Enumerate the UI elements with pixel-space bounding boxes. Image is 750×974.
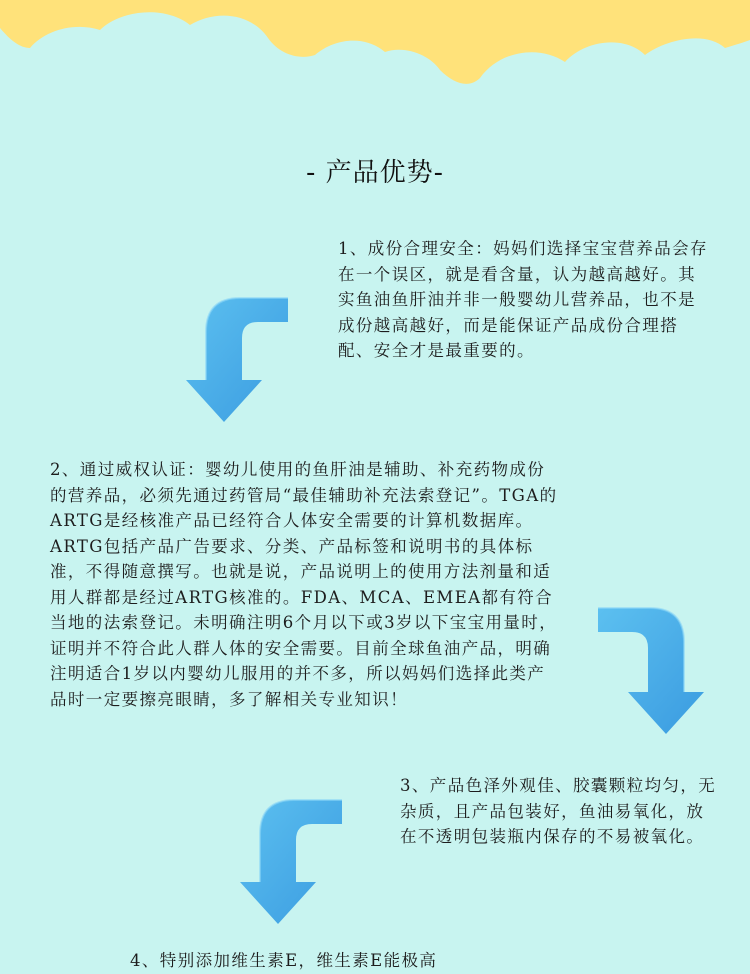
cloud-border: [0, 0, 750, 110]
arrow-down-left-icon: [232, 792, 350, 928]
paragraph-2: 2、通过威权认证：婴幼儿使用的鱼肝油是辅助、补充药物成份的营养品，必须先通过药管局“最佳辅助补充法索登记”。TGA的ARTG是经核准产品已经符合人体安全需要的计算机数据库。ARTG包括产品广告要求、分类、产品标签和说明书的具体标准，不得随意撰写。也就是说，产品说明上的使用方法剂量和适用人群都是经过ARTG核准的。FDA、MCA、EMEA都有符合当地的法索登记。未明确注明6个月以下或3岁以下宝宝用量时，证明并不符合此人群人体的安全需要。目前全球鱼油产品，明确注明适合1岁以内婴幼儿服用的并不多，所以妈妈们选择此类产品时一定要擦亮眼睛，多了解相关专业知识！: [50, 460, 558, 709]
paragraph-3: 3、产品色泽外观佳、胶囊颗粒均匀，无杂质，且产品包装好，鱼油易氧化，放在不透明包装瓶内保存的不易被氧化。: [400, 776, 717, 846]
arrow-down-left-icon: [178, 290, 298, 425]
paragraph-1: 1、成份合理安全：妈妈们选择宝宝营养品会存在一个误区，就是看含量，认为越高越好。其实鱼油鱼肝油并非一般婴幼儿营养品，也不是成份越高越好，而是能保证产品成份合理搭配、安全才是最重要的。: [338, 239, 708, 360]
section-title: - 产品优势-: [305, 158, 445, 188]
paragraph-4: 4、特别添加维生素E，维生素E能极高: [130, 951, 438, 970]
arrow-down-right-icon: [592, 600, 710, 738]
